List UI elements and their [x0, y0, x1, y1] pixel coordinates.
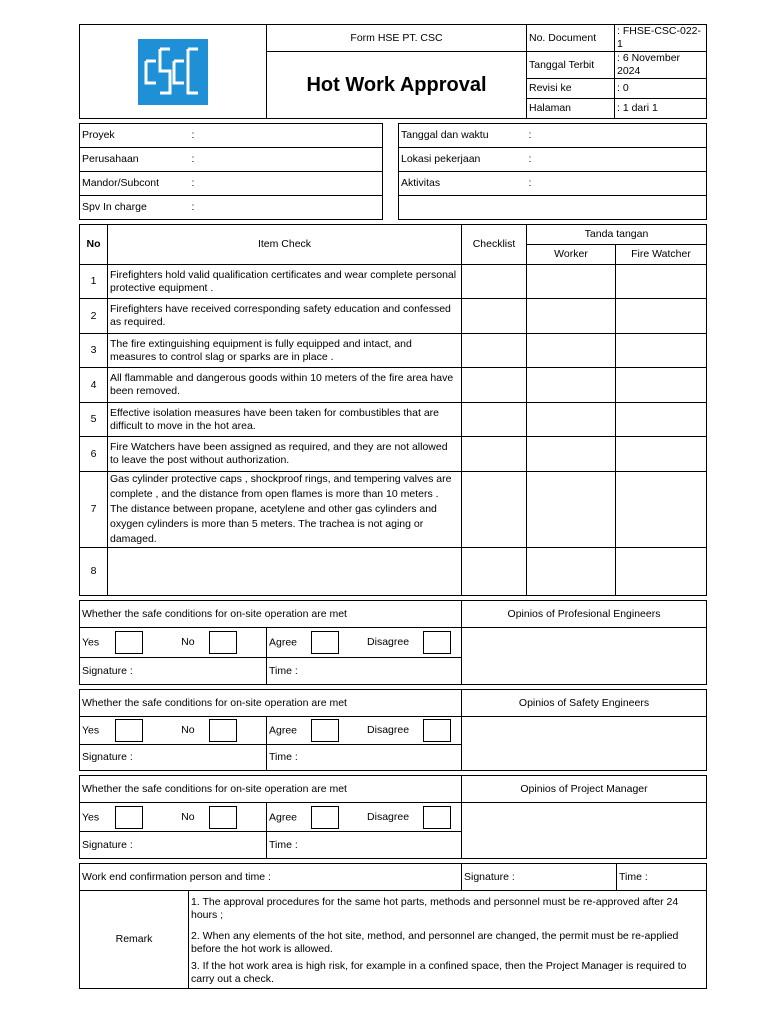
row-text: All flammable and dangerous goods within 10 meters of the fire area have been removed.: [108, 368, 462, 403]
time-field[interactable]: Time :: [267, 745, 462, 771]
remark-list: [189, 891, 707, 989]
approval-professional: [79, 600, 707, 685]
watcher-sign-cell[interactable]: [616, 472, 707, 548]
watcher-sign-cell[interactable]: [616, 403, 707, 437]
table-row: [80, 299, 707, 334]
lokasi-field[interactable]: :: [527, 148, 707, 172]
approval-safety: [79, 689, 707, 771]
aktivitas-field[interactable]: :: [527, 172, 707, 196]
row-text[interactable]: [108, 548, 462, 596]
logo-cell: [80, 25, 267, 119]
table-row: [80, 334, 707, 368]
worker-sign-cell[interactable]: [527, 265, 616, 299]
proyek-field[interactable]: :: [190, 124, 383, 148]
worker-sign-cell[interactable]: [527, 437, 616, 472]
opinion-title: Opinios of Project Manager: [462, 776, 707, 803]
row-text: Effective isolation measures have been taken for combustibles that are difficult to move in the hot area.: [108, 403, 462, 437]
agree-checkbox[interactable]: [311, 719, 339, 742]
approval-pm: [79, 775, 707, 859]
watcher-sign-cell[interactable]: [616, 368, 707, 403]
col-watcher: Fire Watcher: [616, 245, 707, 265]
disagree-checkbox[interactable]: [423, 806, 451, 829]
company-logo-icon: [138, 39, 208, 105]
lokasi-label: Lokasi pekerjaan: [399, 148, 527, 172]
meta-label-0: No. Document: [527, 25, 615, 52]
opinion-field[interactable]: [462, 717, 707, 771]
aktivitas-label: Aktivitas: [399, 172, 527, 196]
proyek-label: Proyek: [80, 124, 190, 148]
opinion-field[interactable]: [462, 803, 707, 859]
mandor-field[interactable]: :: [190, 172, 383, 196]
perusahaan-label: Perusahaan: [80, 148, 190, 172]
checklist-cell[interactable]: [462, 437, 527, 472]
checklist-cell[interactable]: [462, 368, 527, 403]
table-row: [80, 548, 707, 596]
checklist-cell[interactable]: [462, 403, 527, 437]
agree-label: Agree: [269, 724, 298, 737]
row-text: Firefighters have received corresponding safety education and confessed as required.: [108, 299, 462, 334]
no-checkbox[interactable]: [209, 631, 237, 654]
approval-question: Whether the safe conditions for on-site operation are met: [80, 601, 462, 628]
row-no: 5: [80, 403, 108, 437]
remark-item: 3. If the hot work area is high risk, for example in a confined space, then the Project Manager is required to carry out a check.: [191, 960, 687, 985]
meta-value-0: : FHSE-CSC-022-1: [615, 25, 707, 52]
mandor-label: Mandor/Subcont: [80, 172, 190, 196]
watcher-sign-cell[interactable]: [616, 299, 707, 334]
yes-checkbox[interactable]: [115, 631, 143, 654]
header-table: [79, 24, 707, 119]
work-end-label: Work end confirmation person and time :: [80, 864, 462, 891]
disagree-label: Disagree: [367, 810, 410, 823]
worker-sign-cell[interactable]: [527, 472, 616, 548]
yes-checkbox[interactable]: [115, 806, 143, 829]
row-no: 1: [80, 265, 108, 299]
no-checkbox[interactable]: [209, 806, 237, 829]
work-end-signature[interactable]: Signature :: [462, 864, 617, 891]
spv-field[interactable]: :: [190, 196, 383, 220]
opinion-title: Opinios of Profesional Engineers: [462, 601, 707, 628]
worker-sign-cell[interactable]: [527, 334, 616, 368]
meta-label-2: Revisi ke: [527, 79, 615, 99]
time-field[interactable]: Time :: [267, 832, 462, 859]
hot-work-form: [79, 24, 706, 989]
worker-sign-cell[interactable]: [527, 368, 616, 403]
meta-label-3: Halaman: [527, 99, 615, 119]
worker-sign-cell[interactable]: [527, 548, 616, 596]
meta-value-1: : 6 November 2024: [615, 52, 707, 79]
watcher-sign-cell[interactable]: [616, 437, 707, 472]
row-text: The fire extinguishing equipment is fully equipped and intact, and measures to control slag or sparks are in place .: [108, 334, 462, 368]
table-row: [80, 265, 707, 299]
meta-value-3: : 1 dari 1: [615, 99, 707, 119]
yes-checkbox[interactable]: [115, 719, 143, 742]
row-text: Firefighters hold valid qualification certificates and wear complete personal protective equipment .: [108, 265, 462, 299]
disagree-checkbox[interactable]: [423, 631, 451, 654]
row-no: 3: [80, 334, 108, 368]
opinion-title: Opinios of Safety Engineers: [462, 690, 707, 717]
yes-label: Yes: [82, 724, 100, 737]
agree-label: Agree: [269, 636, 298, 649]
remark-label: Remark: [80, 891, 189, 989]
worker-sign-cell[interactable]: [527, 299, 616, 334]
col-no: No: [80, 225, 108, 265]
table-row: [80, 368, 707, 403]
disagree-checkbox[interactable]: [423, 719, 451, 742]
checklist-cell[interactable]: [462, 299, 527, 334]
yes-label: Yes: [82, 810, 100, 823]
yes-label: Yes: [82, 636, 100, 649]
agree-label: Agree: [269, 810, 298, 823]
row-text: Gas cylinder protective caps , shockproof rings, and tempering valves are complete , and the distance from open flames is more than 10 meters . The distance between propane, acetylene and other gas cylinders and oxygen cylinders is more than 5 meters. The trachea is not aging or damaged.: [108, 472, 462, 548]
signature-field[interactable]: Signature :: [80, 745, 267, 771]
checklist-cell[interactable]: [462, 548, 527, 596]
row-text: Fire Watchers have been assigned as required, and they are not allowed to leave the post without authorization.: [108, 437, 462, 472]
tanggal-field[interactable]: :: [527, 124, 707, 148]
col-checklist: Checklist: [462, 225, 527, 265]
meta-value-2: : 0: [615, 79, 707, 99]
no-checkbox[interactable]: [209, 719, 237, 742]
approval-question: Whether the safe conditions for on-site operation are met: [80, 690, 462, 717]
checklist-cell[interactable]: [462, 472, 527, 548]
perusahaan-field[interactable]: :: [190, 148, 383, 172]
table-row: [80, 437, 707, 472]
no-label: No: [181, 810, 195, 823]
row-no: 2: [80, 299, 108, 334]
check-table: [79, 224, 707, 596]
row-no: 4: [80, 368, 108, 403]
signature-field[interactable]: Signature :: [80, 832, 267, 859]
watcher-sign-cell[interactable]: [616, 265, 707, 299]
no-label: No: [181, 724, 195, 737]
remark-item: 1. The approval procedures for the same hot parts, methods and personnel must be re-approved after 24 hours ;: [191, 896, 679, 921]
approval-question: Whether the safe conditions for on-site operation are met: [80, 776, 462, 803]
agree-checkbox[interactable]: [311, 806, 339, 829]
col-item: Item Check: [108, 225, 462, 265]
disagree-label: Disagree: [367, 636, 410, 649]
watcher-sign-cell[interactable]: [616, 548, 707, 596]
worker-sign-cell[interactable]: [527, 403, 616, 437]
col-sign: Tanda tangan: [527, 225, 707, 245]
work-end-time[interactable]: Time :: [617, 864, 707, 891]
meta-label-1: Tanggal Terbit: [527, 52, 615, 79]
spv-label: Spv In charge: [80, 196, 190, 220]
page-title: Hot Work Approval: [267, 52, 527, 119]
info-table: [79, 123, 707, 220]
row-no: 7: [80, 472, 108, 548]
row-no: 8: [80, 548, 108, 596]
watcher-sign-cell[interactable]: [616, 334, 707, 368]
tanggal-label: Tanggal dan waktu: [399, 124, 527, 148]
no-label: No: [181, 636, 195, 649]
signature-field[interactable]: Signature :: [80, 658, 267, 685]
remark-item: 2. When any elements of the hot site, method, and personnel are changed, the permit must be re-applied before the hot work is allowed.: [191, 930, 679, 955]
disagree-label: Disagree: [367, 724, 410, 737]
checklist-cell[interactable]: [462, 334, 527, 368]
table-row: [80, 472, 707, 548]
info-blank-field[interactable]: [399, 196, 707, 220]
time-field[interactable]: Time :: [267, 658, 462, 685]
checklist-cell[interactable]: [462, 265, 527, 299]
form-label: Form HSE PT. CSC: [267, 25, 527, 52]
table-row: [80, 403, 707, 437]
work-end-table: [79, 863, 707, 989]
col-worker: Worker: [527, 245, 616, 265]
row-no: 6: [80, 437, 108, 472]
opinion-field[interactable]: [462, 628, 707, 685]
agree-checkbox[interactable]: [311, 631, 339, 654]
